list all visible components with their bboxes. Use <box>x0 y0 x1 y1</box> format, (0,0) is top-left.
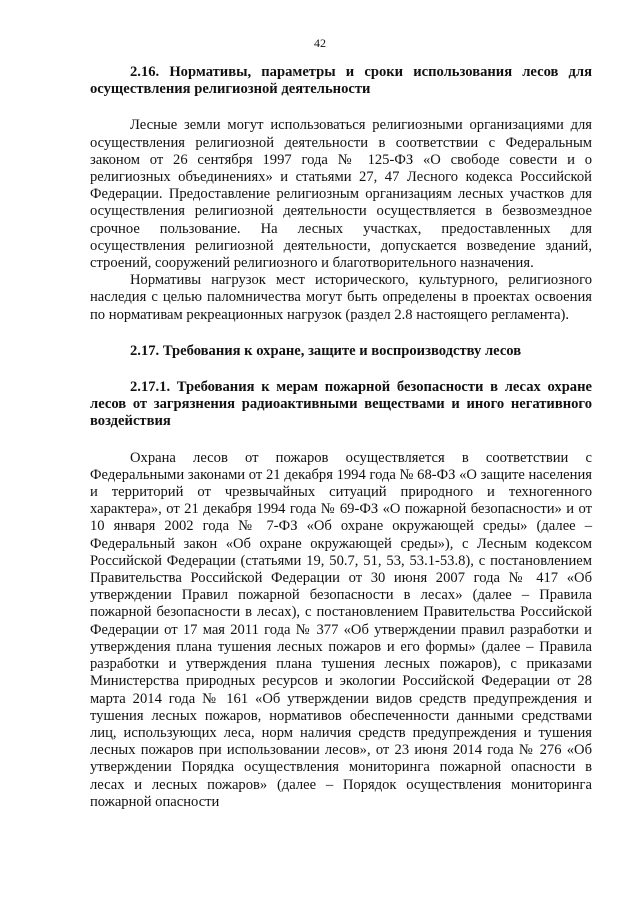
paragraph-2-17-1-1: Охрана лесов от пожаров осуществляется в соответствии с Федеральными законами от 21 декабря 1994 года № 68-ФЗ «О защите населения и территорий от чрезвычайных ситуаций природного и техногенного характера», от 21 декабря 1994 года № 69-ФЗ «О пожарной безопасности» и от 10 января 2002 года № 7-ФЗ «Об охране окружающей среды» (далее – Федеральный закон «Об охране окружающей среды»), с Лесным кодексом Российской Федерации (статьями 19, 50.7, 51, 53, 53.1-53.8), с постановлением Правительства Российской Федерации от 30 июня 2007 года № 417 «Об утверждении Правил пожарной безопасности в лесах» (далее – Правила пожарной безопасности в лесах), с постановлением Правительства Российской Федерации от 17 мая 2011 года № 377 «Об утверждении правил разработки и утверждения плана тушения лесных пожаров и его формы» (далее – Правила разработки и утверждения плана тушения лесных пожаров), с приказами Министерства природных ресурсов и экологии Российской Федерации от 28 марта 2014 года № 161 «Об утверждении видов средств предупреждения и тушения лесных пожаров, нормативов обеспеченности данными средствами лиц, использующих леса, норм наличия средств предупреждения и тушения лесных пожаров при использовании лесов», от 23 июня 2014 года № 276 «Об утверждении Порядка осуществления мониторинга пожарной опасности в лесах и лесных пожаров» (далее – Порядок осуществления мониторинга пожарной опасности <box>90 449 592 810</box>
page-number: 42 <box>314 36 326 50</box>
page-content <box>90 64 592 811</box>
section-heading-2-16: 2.16. Нормативы, параметры и сроки использования лесов для осуществления религиозной деятельности <box>90 64 592 98</box>
paragraph-2-16-1: Лесные земли могут использоваться религиозными организациями для осуществления религиозной деятельности в соответствии с Федеральным законом от 26 сентября 1997 года № 125-ФЗ «О свободе совести и о религиозных объединениях» и статьями 27, 47 Лесного кодекса Российской Федерации. Предоставление религиозным организациям лесных участков для осуществления религиозной деятельности осуществляется в безвозмездное срочное пользование. На лесных участках, предоставленных для осуществления религиозной деятельности, допускается возведение зданий, строений, сооружений религиозного и благотворительного назначения. <box>90 117 592 272</box>
section-heading-2-17: 2.17. Требования к охране, защите и воспроизводству лесов <box>130 342 522 359</box>
paragraph-2-16-2: Нормативы нагрузок мест исторического, культурного, религиозного наследия с целью паломничества могут быть определены в проектах освоения по нормативам рекреационных нагрузок (раздел 2.8 настоящего регламента). <box>90 272 592 323</box>
section-heading-2-17-1: 2.17.1. Требования к мерам пожарной безопасности в лесах охране лесов от загрязнения радиоактивными веществами и иного негативного воздействия <box>90 379 592 430</box>
